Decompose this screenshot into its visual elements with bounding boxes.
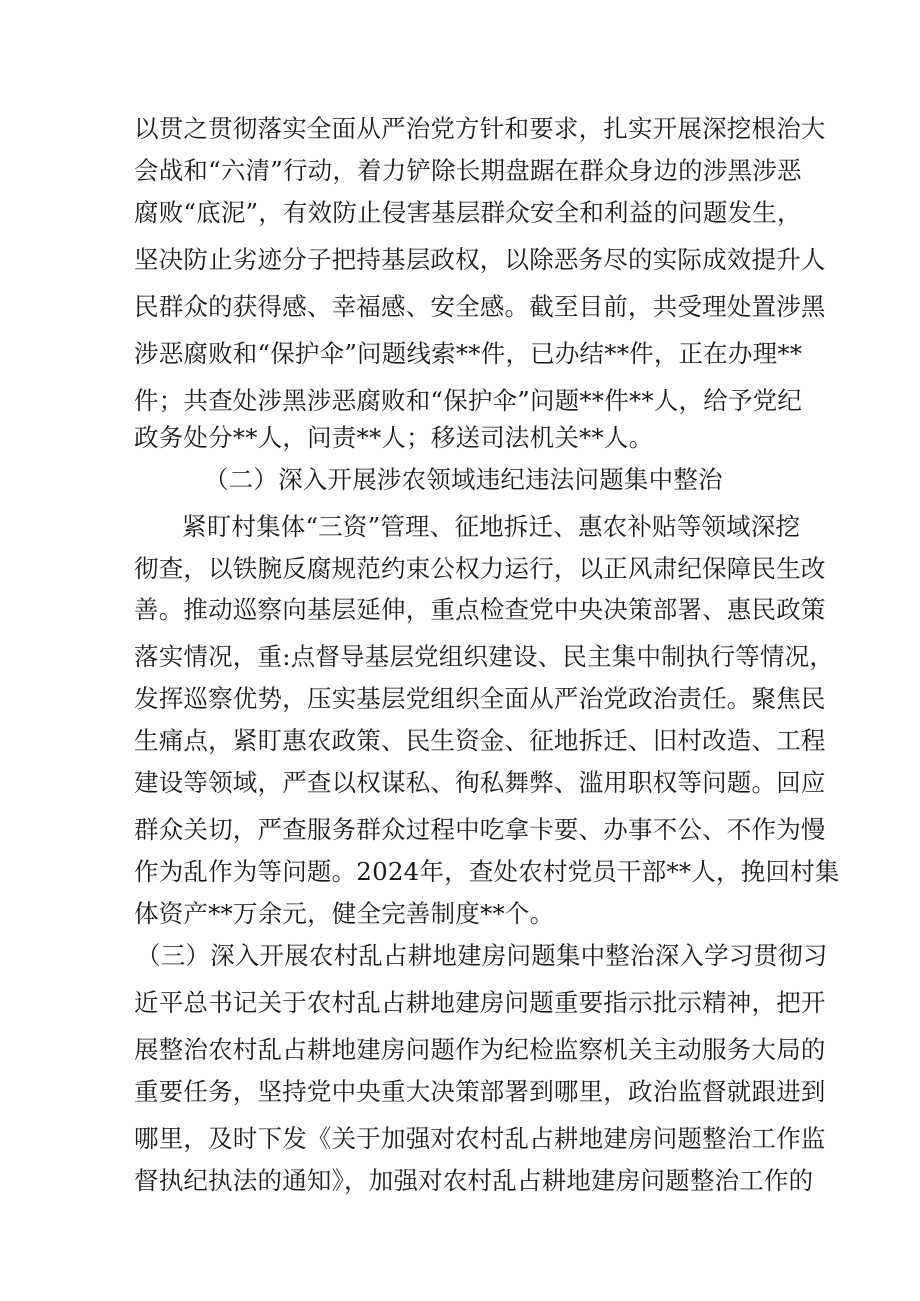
text-line: 落实情况，重:点督导基层党组织建设、民主集中制执行等情况， (134, 642, 835, 671)
text-line: 展整治农村乱占耕地建房问题作为纪检监察机关主动服务大局的 (134, 1035, 826, 1064)
section-heading-2: （二）深入开展涉农领域违纪违法问题集中整治 (204, 465, 723, 494)
text-line: 腐败“底泥”，有效防止侵害基层群众安全和利益的问题发生， (134, 198, 802, 227)
text-line: 坚决防止劣迹分子把持基层政权，以除恶务尽的实际成效提升人 (134, 245, 826, 274)
text-line: 作为乱作为等问题。2024年，查处农村党员干部**人，挽回村集 (134, 857, 840, 886)
text-line: 建设等领域，严查以权谋私、徇私舞弊、滥用职权等问题。回应 (134, 768, 826, 797)
text-line: 群众关切，严查服务群众过程中吃拿卡要、办事不公、不作为慢 (134, 815, 826, 844)
text-line: 重要任务，坚持党中央重大决策部署到哪里，政治监督就跟进到 (134, 1077, 826, 1106)
text-line: 哪里，及时下发《关于加强对农村乱占耕地建房问题整治工作监 (134, 1124, 826, 1153)
text-line: 件；共查处涉黑涉恶腐败和“保护伞”问题**件**人，给予党纪 (134, 386, 803, 415)
text-line: 会战和“六清”行动，着力铲除长期盘踞在群众身边的涉黑涉恶 (134, 156, 802, 185)
text-line: 彻查，以铁腕反腐规范约束公权力运行，以正风肃纪保障民生改 (134, 554, 826, 583)
text-line: 政务处分**人，问责**人；移送司法机关**人。 (134, 423, 654, 452)
text-line: 发挥巡察优势，压实基层党组织全面从严治党政治责任。聚焦民 (134, 684, 826, 713)
text-line: （三）深入开展农村乱占耕地建房问题集中整治深入学习贯彻习 (136, 941, 828, 970)
text-line: 督执纪执法的通知》，加强对农村乱占耕地建房问题整治工作的 (134, 1166, 814, 1195)
text-line: 生痛点，紧盯惠农政策、民生资金、征地拆迁、旧村改造、工程 (134, 726, 826, 755)
text-line: 紧盯村集体“三资”管理、征地拆迁、惠农补贴等领域深挖 (182, 512, 801, 541)
text-line: 善。推动巡察向基层延伸，重点检查党中央决策部署、惠民政策 (134, 595, 826, 624)
text-line: 近平总书记关于农村乱占耕地建房问题重要指示批示精神，把开 (134, 988, 826, 1017)
text-line: 民群众的获得感、幸福感、安全感。截至目前，共受理处置涉黑 (134, 292, 826, 321)
text-line: 涉恶腐败和“保护伞”问题线索**件，已办结**件，正在办理** (134, 339, 803, 368)
text-line: 以贯之贯彻落实全面从严治党方针和要求，扎实开展深挖根治大 (134, 114, 826, 143)
text-line: 体资产**万余元，健全完善制度**个。 (134, 899, 555, 928)
